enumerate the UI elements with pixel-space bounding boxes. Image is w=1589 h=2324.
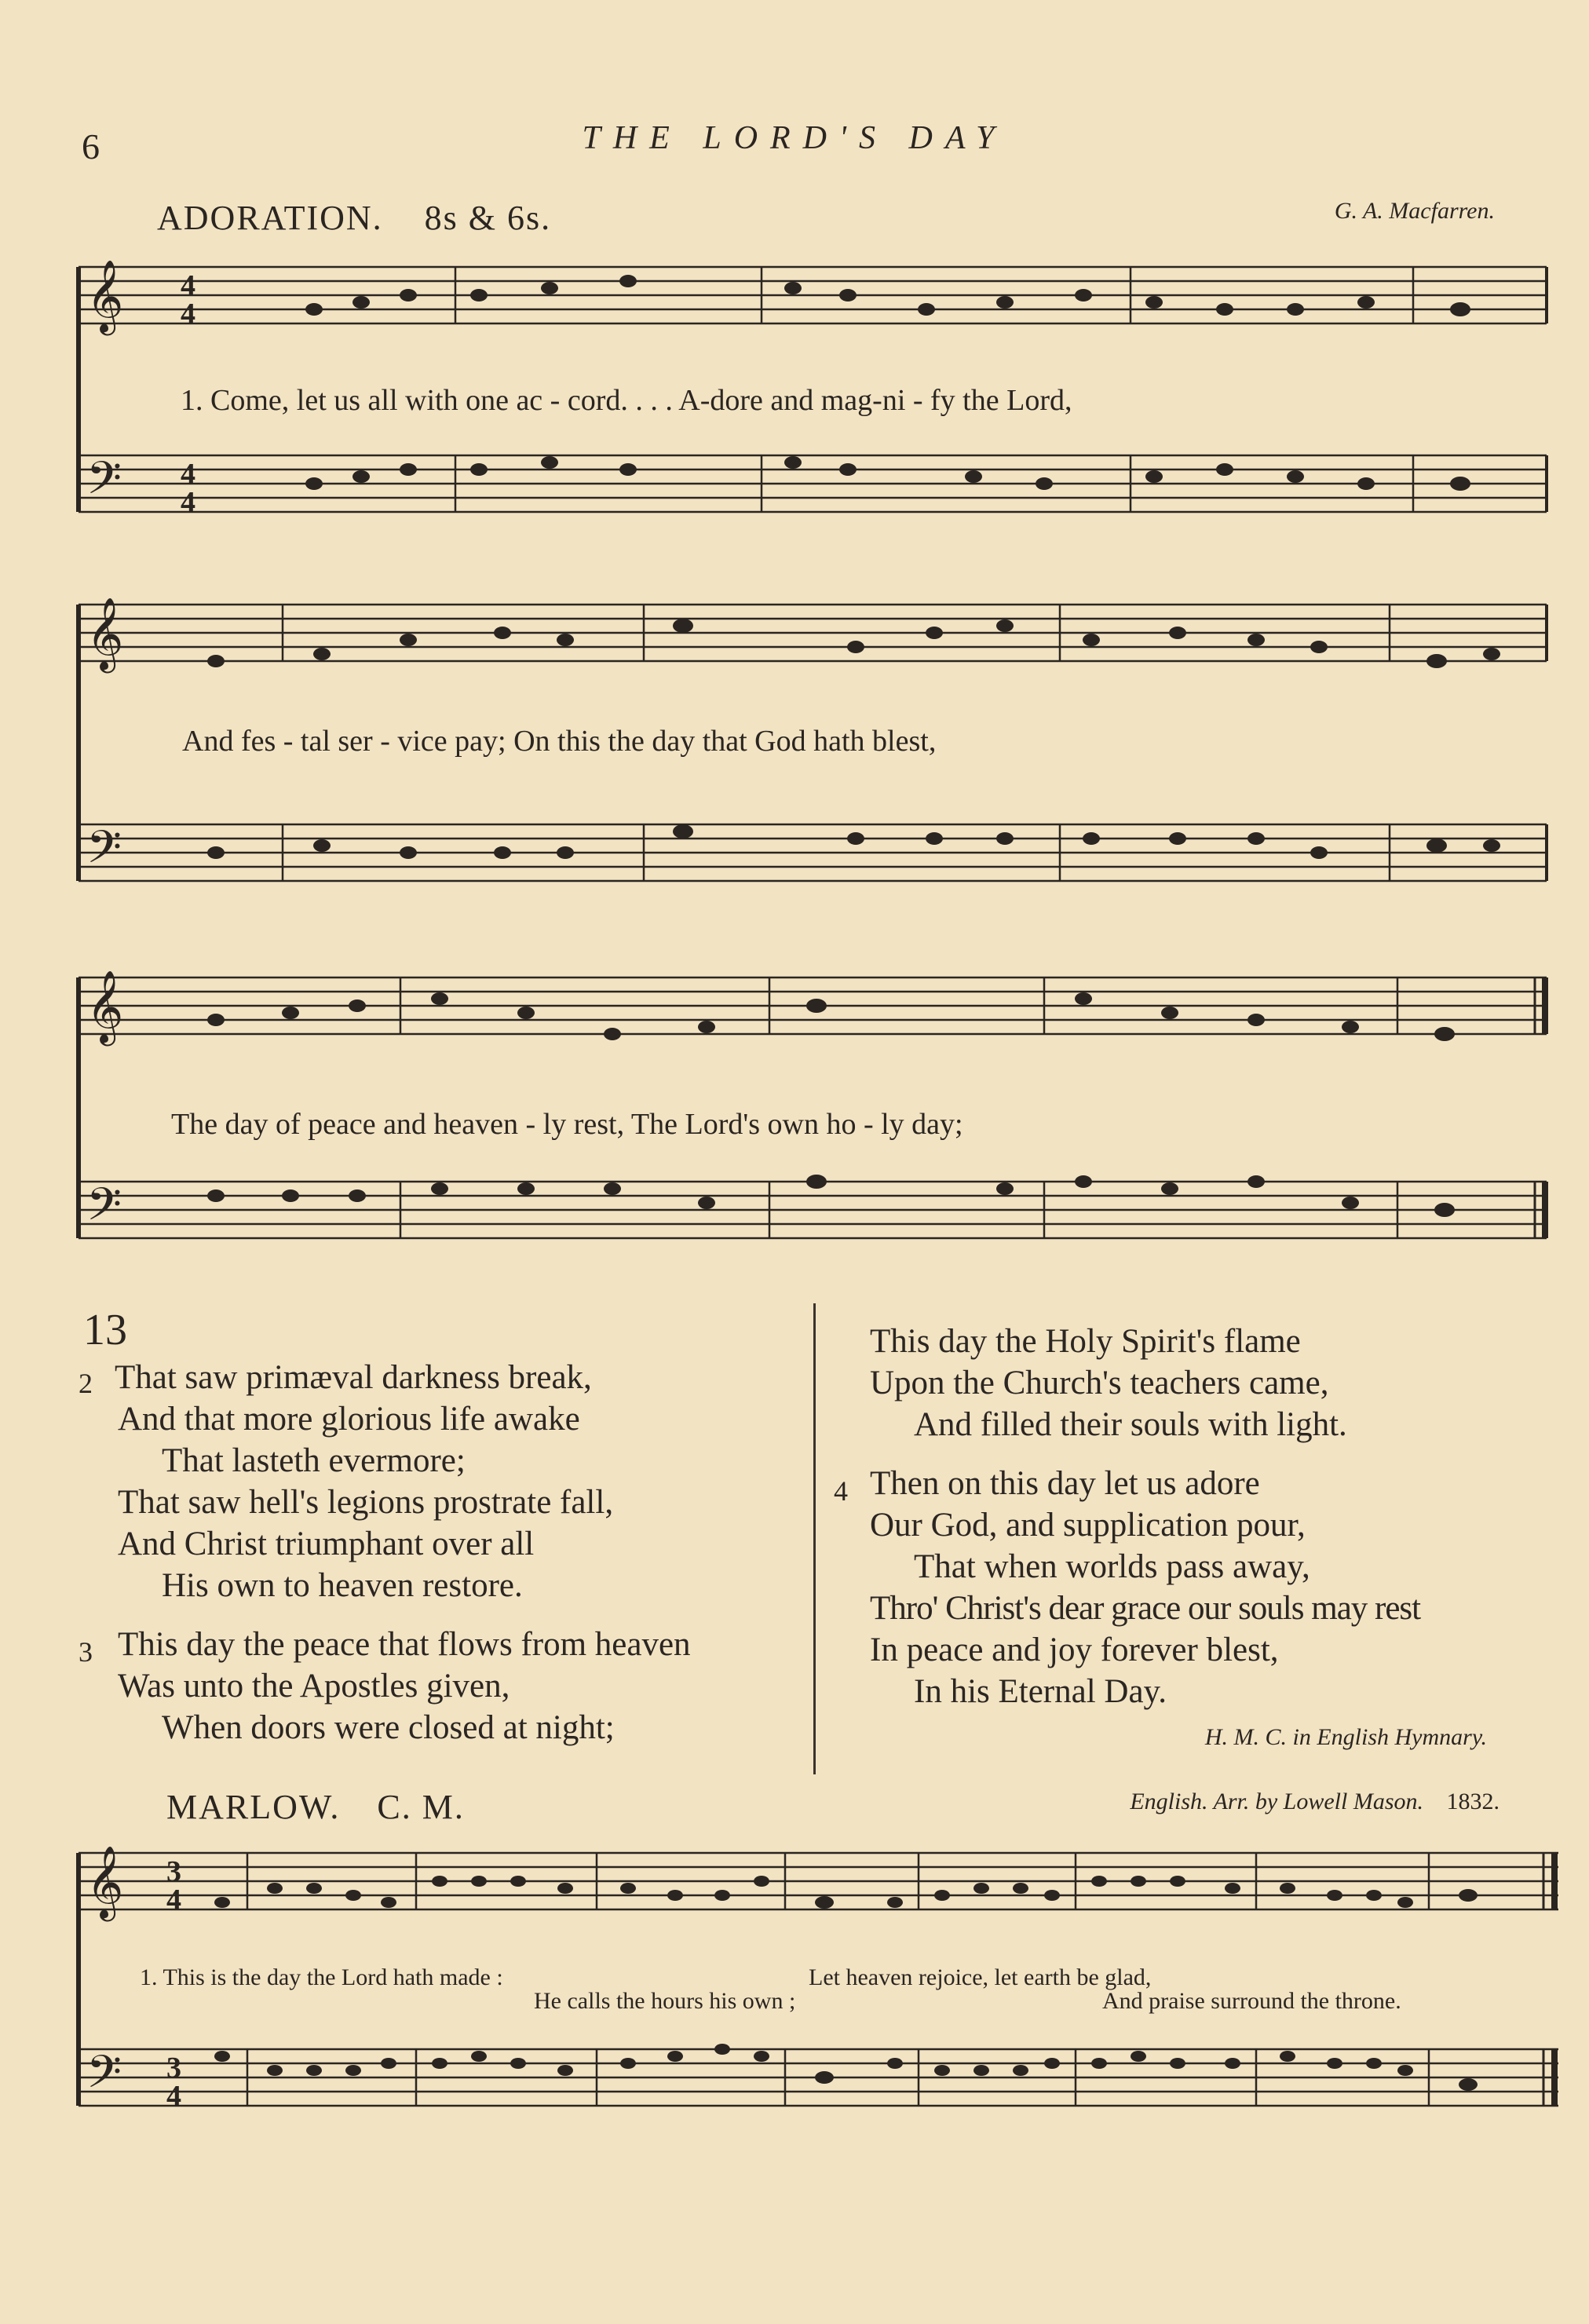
verse-line: Upon the Church's teachers came, (870, 1365, 1329, 1401)
tune-name: MARLOW. (166, 1788, 341, 1826)
verse-line: Thro' Christ's dear grace our souls may rest (870, 1590, 1421, 1627)
verse-line: And that more glorious life awake (118, 1401, 580, 1438)
svg-text:𝄞: 𝄞 (86, 1845, 124, 1918)
svg-text:3: 3 (166, 2052, 181, 2085)
marlow-lyric-b: Let heaven rejoice, let earth be glad, (809, 1964, 1152, 1990)
verse-line: And Christ triumphant over all (118, 1526, 535, 1562)
adoration-lyrics-line-2: And fes - tal ser - vice pay; On this the day that God hath blest, (182, 725, 937, 758)
svg-text:4: 4 (181, 269, 195, 302)
svg-text:𝄢: 𝄢 (86, 451, 122, 516)
verse-line: This day the Holy Spirit's flame (870, 1323, 1301, 1360)
verse-line: In peace and joy forever blest, (870, 1632, 1279, 1668)
hymn-attribution: H. M. C. in English Hymnary. (1204, 1724, 1487, 1750)
verse-line: And filled their souls with light. (914, 1406, 1347, 1443)
svg-text:4: 4 (181, 486, 195, 519)
svg-text:4: 4 (166, 1884, 181, 1917)
verse-line: Our God, and supplication pour, (870, 1507, 1306, 1544)
svg-text:3: 3 (166, 1855, 181, 1888)
verses-right-column (834, 1321, 1572, 1712)
verse-line: His own to heaven restore. (162, 1567, 523, 1604)
tune-meter: 8s & 6s. (424, 199, 552, 237)
verse-2 (79, 1357, 801, 1606)
verse-line: In his Eternal Day. (914, 1673, 1167, 1710)
marlow-lyric-c: He calls the hours his own ; (534, 1988, 796, 2014)
marlow-lyric-d: And praise surround the throne. (1102, 1988, 1401, 2014)
tune-meter: C. M. (377, 1788, 465, 1826)
svg-text:4: 4 (181, 298, 195, 331)
tune-title-adoration (157, 198, 551, 238)
verse-continued (834, 1321, 1572, 1445)
hymn-number: 13 (83, 1306, 127, 1354)
verse-line: This day the peace that flows from heaven (118, 1626, 691, 1663)
verse-number: 3 (79, 1636, 93, 1668)
verse-number: 4 (834, 1475, 848, 1507)
svg-text:4: 4 (181, 458, 195, 491)
tune-source: English. Arr. by Lowell Mason. (1130, 1789, 1423, 1814)
verses-left-column (79, 1357, 801, 1748)
svg-text:𝄢: 𝄢 (86, 820, 122, 885)
verse-line: That when worlds pass away, (914, 1548, 1310, 1585)
marlow-lyric-a: 1. This is the day the Lord hath made : (140, 1964, 503, 1990)
svg-text:4: 4 (166, 2080, 181, 2113)
verse-4 (834, 1463, 1572, 1712)
page-number: 6 (82, 126, 100, 166)
adoration-lyrics-line-3: The day of peace and heaven - ly rest, The Lord's own ho - ly day; (171, 1108, 963, 1141)
verse-line: That lasteth evermore; (162, 1442, 466, 1479)
verse-number: 2 (79, 1368, 93, 1399)
composer: G. A. Macfarren. (1334, 198, 1495, 224)
verse-line: When doors were closed at night; (162, 1709, 615, 1746)
verse-3 (79, 1624, 801, 1748)
tune-title-marlow (166, 1787, 465, 1827)
verse-line: Then on this day let us adore (870, 1465, 1260, 1502)
svg-text:𝄢: 𝄢 (86, 1178, 122, 1242)
verse-line: That saw hell's legions prostrate fall, (118, 1484, 614, 1521)
svg-text:𝄞: 𝄞 (86, 970, 124, 1043)
verse-line: Was unto the Apostles given, (118, 1668, 510, 1705)
marlow-source (1130, 1789, 1500, 1815)
tune-year: 1832. (1446, 1789, 1500, 1814)
svg-text:𝄞: 𝄞 (86, 259, 124, 332)
verse-line: That saw primæval darkness break, (115, 1359, 592, 1396)
svg-text:𝄞: 𝄞 (86, 597, 124, 670)
column-divider (813, 1303, 816, 1774)
svg-text:𝄢: 𝄢 (86, 2045, 122, 2110)
adoration-lyrics-line-1: 1. Come, let us all with one ac - cord. . . . A-dore and mag-ni - fy the Lord, (181, 384, 1072, 417)
tune-name: ADORATION. (157, 199, 383, 237)
running-head: THE LORD'S DAY (582, 120, 1007, 156)
